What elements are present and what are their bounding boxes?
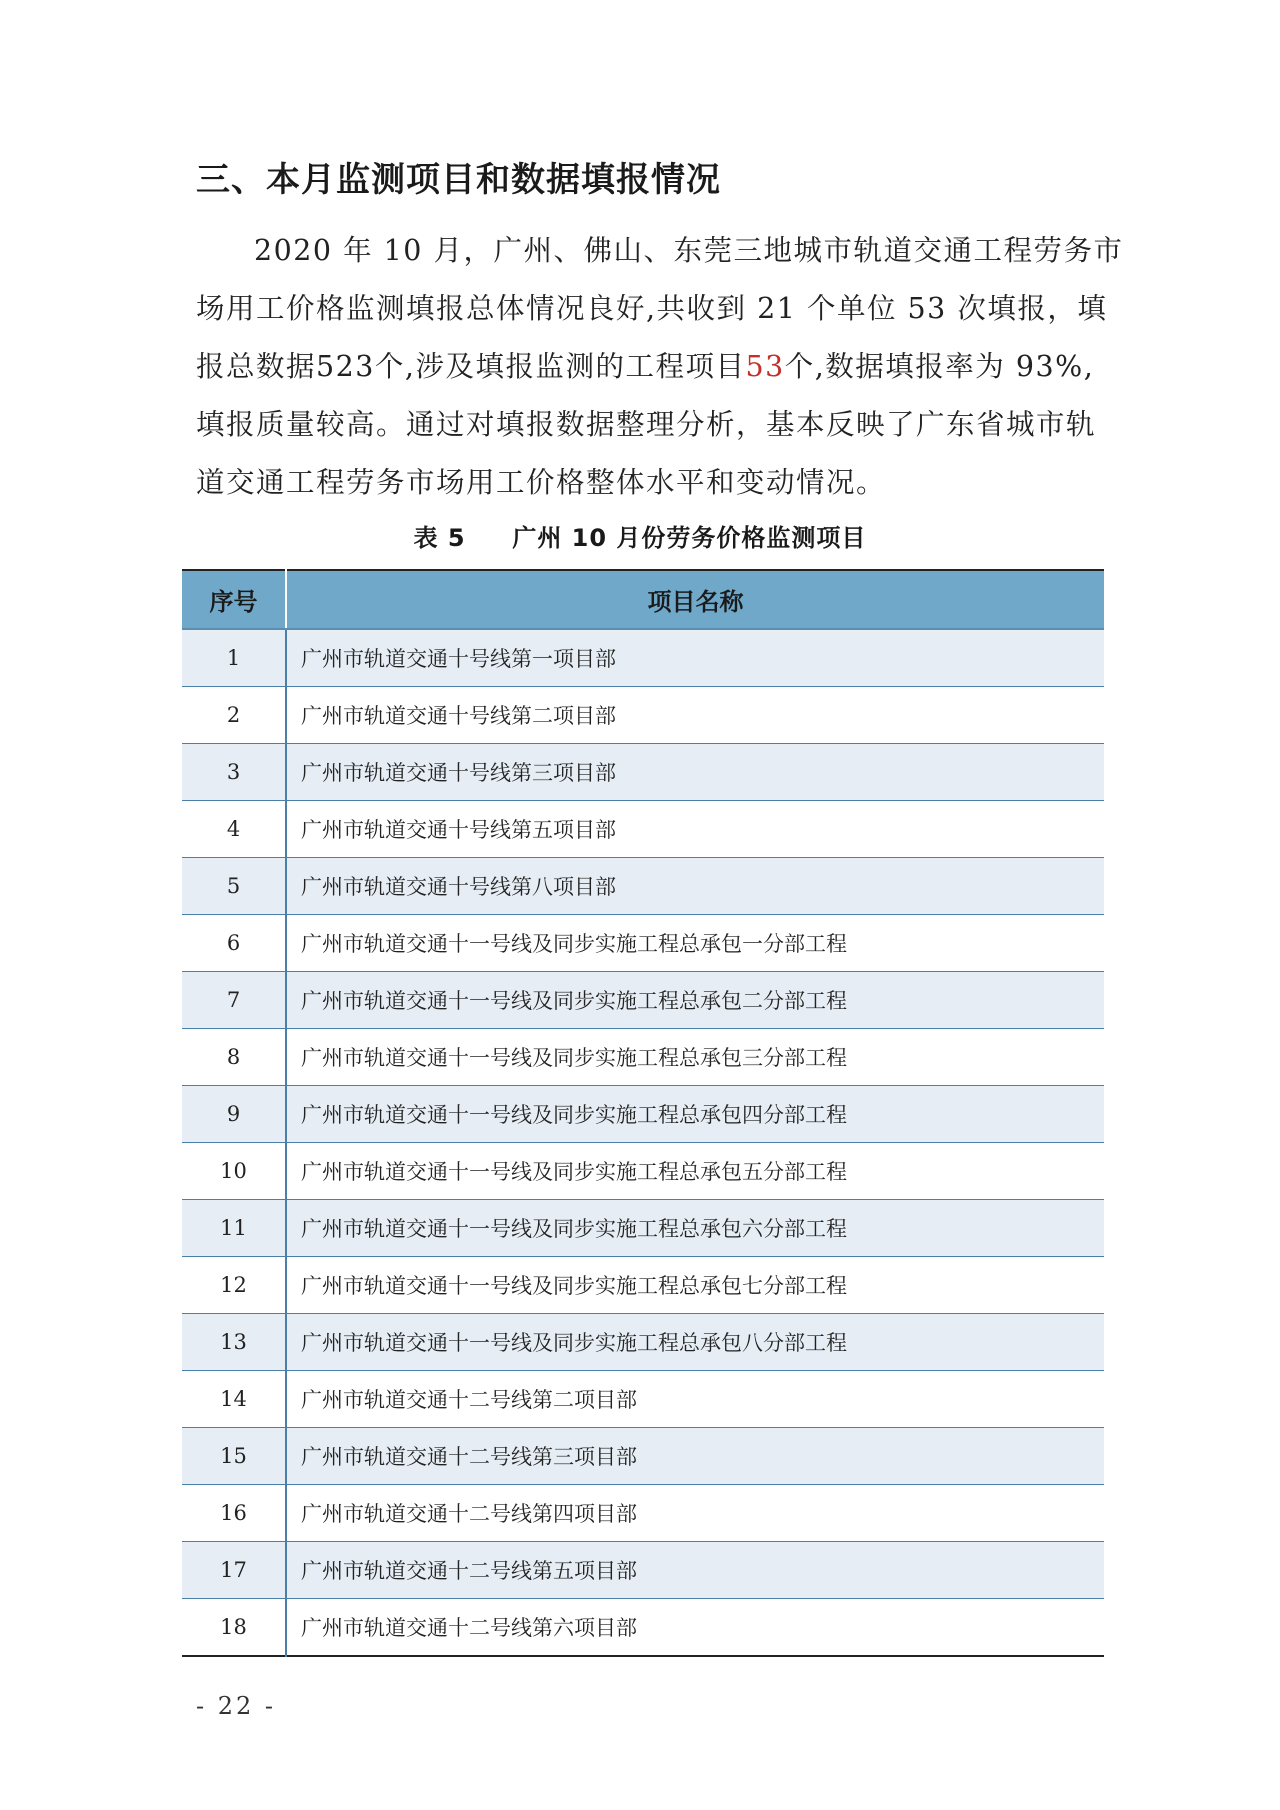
row-project-name: 广州市轨道交通十号线第三项目部: [286, 744, 1104, 801]
table-row: [182, 1542, 1104, 1599]
row-serial-number: 16: [182, 1485, 286, 1542]
table-row: [182, 1314, 1104, 1371]
row-project-name: 广州市轨道交通十号线第二项目部: [286, 687, 1104, 744]
table-row: [182, 801, 1104, 858]
table-row: [182, 1257, 1104, 1314]
row-project-name: 广州市轨道交通十二号线第三项目部: [286, 1428, 1104, 1485]
paragraph-line-4: 填报质量较高。通过对填报数据整理分析，基本反映了广东省城市轨: [196, 408, 1097, 441]
paragraph-line-3-start: 报总数据523个,涉及填报监测的工程项目: [196, 350, 746, 383]
row-serial-number: 14: [182, 1371, 286, 1428]
table-row: [182, 1143, 1104, 1200]
row-serial-number: 12: [182, 1257, 286, 1314]
table-row: [182, 1371, 1104, 1428]
section-heading: 三、本月监测项目和数据填报情况: [196, 160, 721, 200]
header-serial-number: 序号: [182, 570, 286, 629]
row-serial-number: 5: [182, 858, 286, 915]
row-project-name: 广州市轨道交通十一号线及同步实施工程总承包一分部工程: [286, 915, 1104, 972]
row-project-name: 广州市轨道交通十号线第一项目部: [286, 629, 1104, 687]
table-caption: [0, 518, 1280, 553]
row-serial-number: 4: [182, 801, 286, 858]
table-row: [182, 972, 1104, 1029]
project-table: [182, 569, 1104, 1657]
row-serial-number: 10: [182, 1143, 286, 1200]
table-caption-title: 广州 10 月份劳务价格监测项目: [512, 524, 867, 552]
project-count-highlight: 53: [745, 350, 785, 383]
table-row: [182, 1029, 1104, 1086]
row-project-name: 广州市轨道交通十二号线第五项目部: [286, 1542, 1104, 1599]
row-project-name: 广州市轨道交通十一号线及同步实施工程总承包七分部工程: [286, 1257, 1104, 1314]
paragraph-line-5: 道交通工程劳务市场用工价格整体水平和变动情况。: [196, 466, 887, 499]
row-project-name: 广州市轨道交通十二号线第二项目部: [286, 1371, 1104, 1428]
table-row: [182, 744, 1104, 801]
table-row: [182, 1086, 1104, 1143]
row-project-name: 广州市轨道交通十一号线及同步实施工程总承包二分部工程: [286, 972, 1104, 1029]
row-serial-number: 7: [182, 972, 286, 1029]
row-project-name: 广州市轨道交通十一号线及同步实施工程总承包五分部工程: [286, 1143, 1104, 1200]
header-project-name: 项目名称: [286, 570, 1104, 629]
row-project-name: 广州市轨道交通十一号线及同步实施工程总承包四分部工程: [286, 1086, 1104, 1143]
table-row: [182, 1485, 1104, 1542]
table-caption-number: 表 5: [413, 524, 466, 552]
table-header-row: [182, 570, 1104, 629]
row-project-name: 广州市轨道交通十一号线及同步实施工程总承包三分部工程: [286, 1029, 1104, 1086]
row-serial-number: 17: [182, 1542, 286, 1599]
table-body: [182, 629, 1104, 1656]
table-row: [182, 687, 1104, 744]
project-table-container: [182, 569, 1104, 1657]
paragraph-line-3: [196, 338, 1096, 396]
row-project-name: 广州市轨道交通十号线第五项目部: [286, 801, 1104, 858]
table-row: [182, 915, 1104, 972]
row-serial-number: 11: [182, 1200, 286, 1257]
table-row: [182, 1599, 1104, 1657]
row-serial-number: 6: [182, 915, 286, 972]
paragraph-line-3-end: 个,数据填报率为 93%,: [784, 350, 1095, 383]
row-serial-number: 2: [182, 687, 286, 744]
paragraph-line-1: 2020 年 10 月，广州、佛山、东莞三地城市轨道交通工程劳务市: [254, 234, 1124, 267]
table-row: [182, 1428, 1104, 1485]
row-serial-number: 8: [182, 1029, 286, 1086]
row-serial-number: 18: [182, 1599, 286, 1657]
row-project-name: 广州市轨道交通十二号线第六项目部: [286, 1599, 1104, 1657]
row-serial-number: 3: [182, 744, 286, 801]
page-number: - 22 -: [196, 1692, 277, 1720]
row-project-name: 广州市轨道交通十号线第八项目部: [286, 858, 1104, 915]
row-serial-number: 1: [182, 629, 286, 687]
summary-paragraph: [196, 222, 1124, 512]
paragraph-line-2: 场用工价格监测填报总体情况良好,共收到 21 个单位 53 次填报，填: [196, 292, 1108, 325]
table-row: [182, 629, 1104, 687]
row-serial-number: 9: [182, 1086, 286, 1143]
row-project-name: 广州市轨道交通十二号线第四项目部: [286, 1485, 1104, 1542]
row-project-name: 广州市轨道交通十一号线及同步实施工程总承包八分部工程: [286, 1314, 1104, 1371]
row-project-name: 广州市轨道交通十一号线及同步实施工程总承包六分部工程: [286, 1200, 1104, 1257]
row-serial-number: 13: [182, 1314, 286, 1371]
row-serial-number: 15: [182, 1428, 286, 1485]
table-row: [182, 1200, 1104, 1257]
table-row: [182, 858, 1104, 915]
